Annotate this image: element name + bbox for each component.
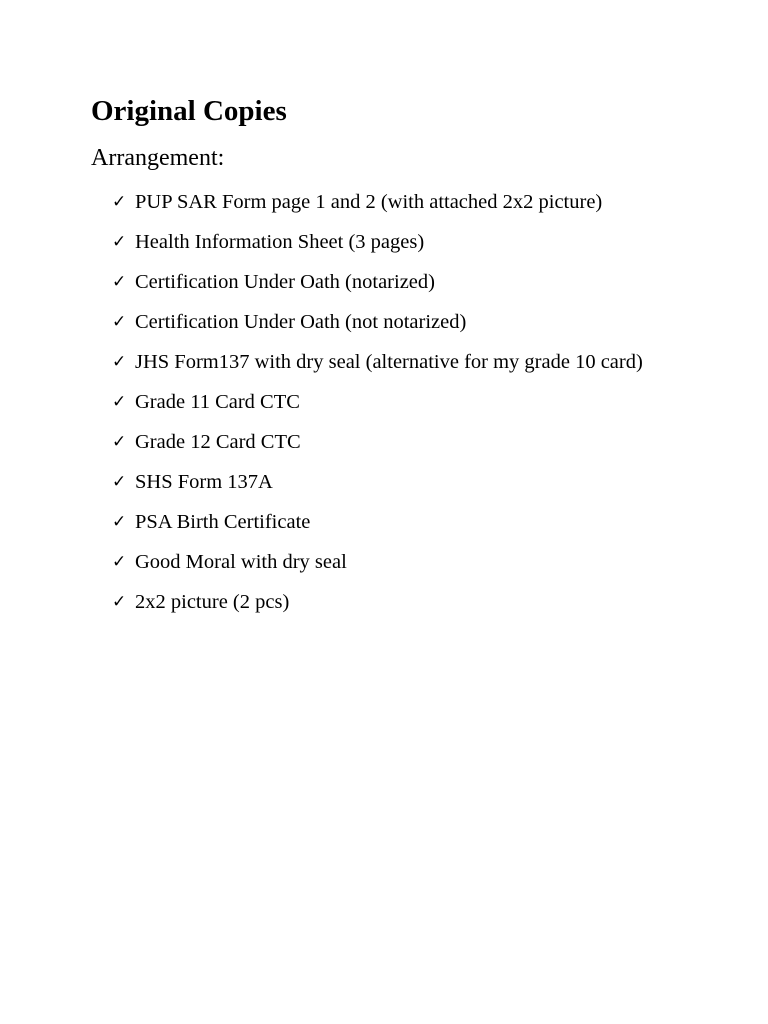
checklist-item-label: Certification Under Oath (notarized): [135, 271, 435, 293]
checklist-item-label: PUP SAR Form page 1 and 2 (with attached 2x2 picture): [135, 191, 603, 213]
checklist-item-label: SHS Form 137A: [135, 471, 273, 493]
checklist-item-label: Health Information Sheet (3 pages): [135, 231, 425, 253]
checklist-item: [112, 462, 692, 502]
checklist-item: [112, 182, 692, 222]
checkmark-icon: ✓: [112, 592, 127, 612]
checkmark-icon: ✓: [112, 512, 127, 532]
checklist-item: [112, 422, 692, 462]
checklist-item: [112, 382, 692, 422]
checklist-item: [112, 222, 692, 262]
checkmark-icon: ✓: [112, 392, 127, 412]
checkmark-icon: ✓: [112, 552, 127, 572]
checklist-item-label: PSA Birth Certificate: [135, 511, 311, 533]
checklist-item-label: Grade 12 Card CTC: [135, 431, 301, 453]
checkmark-icon: ✓: [112, 232, 127, 252]
checklist-item-label: JHS Form137 with dry seal (alternative for my grade 10 card): [135, 351, 643, 373]
section-subtitle: Arrangement:: [91, 145, 225, 171]
checklist-item-label: Grade 11 Card CTC: [135, 391, 300, 413]
checklist-item: [112, 262, 692, 302]
checklist-item-label: Good Moral with dry seal: [135, 551, 347, 573]
checkmark-icon: ✓: [112, 432, 127, 452]
checkmark-icon: ✓: [112, 472, 127, 492]
checklist-item: [112, 342, 692, 382]
checkmark-icon: ✓: [112, 352, 127, 372]
checklist-item: [112, 502, 692, 542]
checklist: [112, 182, 692, 622]
checklist-item: [112, 302, 692, 342]
checklist-item-label: 2x2 picture (2 pcs): [135, 591, 290, 613]
checklist-item: [112, 542, 692, 582]
checklist-item: [112, 582, 692, 622]
checkmark-icon: ✓: [112, 192, 127, 212]
checklist-item-label: Certification Under Oath (not notarized): [135, 311, 467, 333]
page-title: Original Copies: [91, 95, 287, 127]
checkmark-icon: ✓: [112, 272, 127, 292]
checkmark-icon: ✓: [112, 312, 127, 332]
